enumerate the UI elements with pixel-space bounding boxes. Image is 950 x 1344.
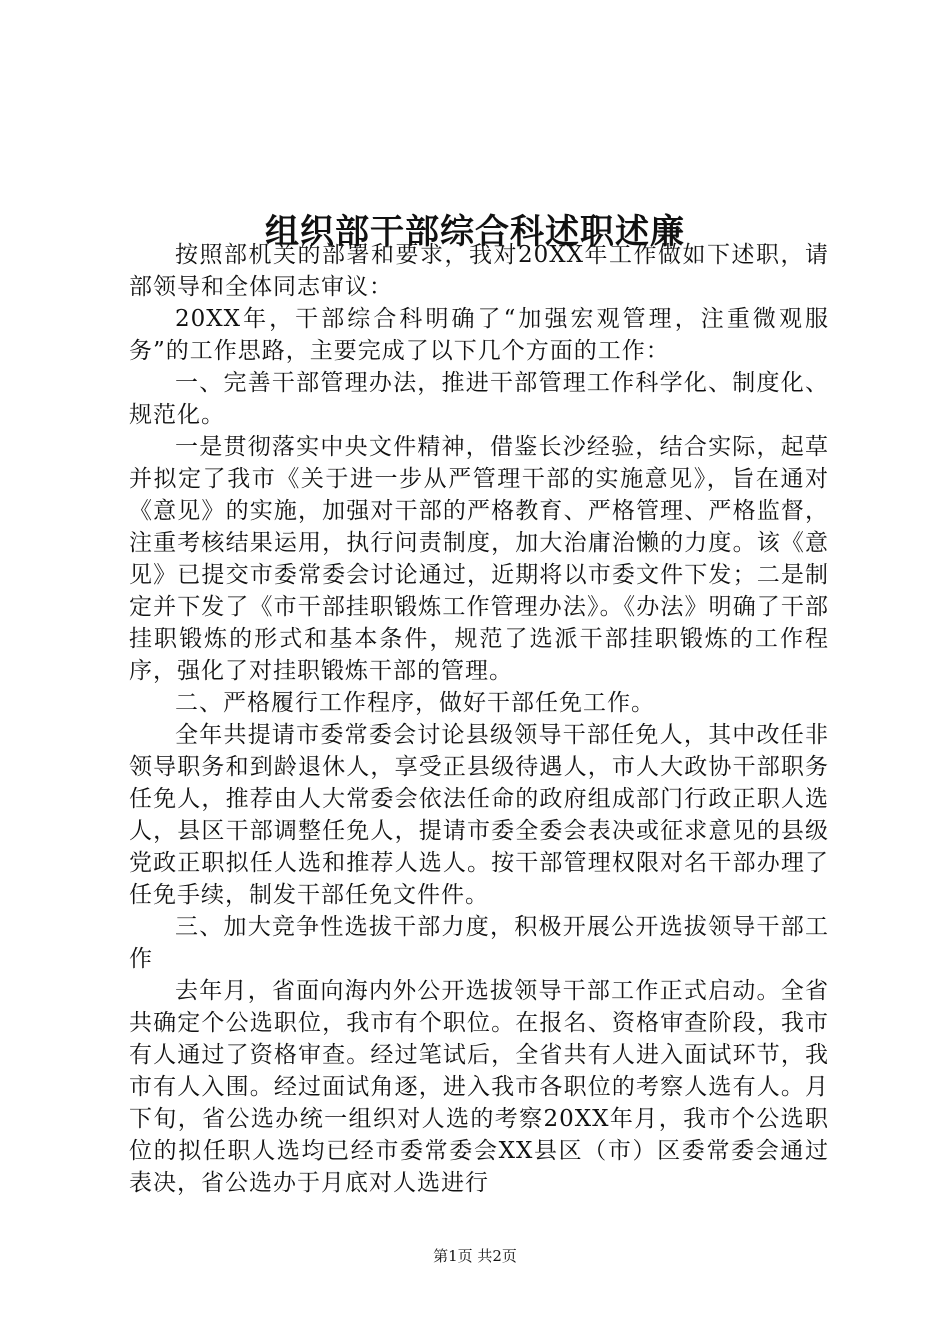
paragraph: 全年共提请市委常委会讨论县级领导干部任免人，其中改任非领导职务和到龄退休人，享受正县级待遇人，市人大政协干部职务任免人，推荐由人大常委会依法任命的政府组成部门行政正职人选人，县区干部调整任免人，提请市委全委会表决或征求意见的县级党政正职拟任人选和推荐人选人。按干部管理权限对名干部办理了任免手续，制发干部任免文件件。 xyxy=(129,722,829,908)
section-heading: 三、加大竞争性选拔干部力度，积极开展公开选拔领导干部工作 xyxy=(129,914,829,972)
section-heading: 一、完善干部管理办法，推进干部管理工作科学化、制度化、规范化。 xyxy=(129,370,829,428)
paragraph: 去年月，省面向海内外公开选拔领导干部工作正式启动。全省共确定个公选职位，我市有个职位。在报名、资格审查阶段，我市有人通过了资格审查。经过笔试后，全省共有人进入面试环节，我市有人入围。经过面试角逐，进入我市各职位的考察人选有人。月下旬，省公选办统一组织对人选的考察20XX年月，我市个公选职位的拟任职人选均已经市委常委会XX县区（市）区委常委会通过表决，省公选办于月底对人选进行 xyxy=(129,978,829,1196)
page-footer: 第1页 共2页 xyxy=(433,1247,517,1265)
paragraph: 20XX年，干部综合科明确了“加强宏观管理，注重微观服务”的工作思路，主要完成了以下几个方面的工作： xyxy=(129,306,829,364)
section-heading: 二、严格履行工作程序，做好干部任免工作。 xyxy=(175,690,655,716)
document-body xyxy=(129,239,829,1199)
paragraph: 一是贯彻落实中央文件精神，借鉴长沙经验，结合实际，起草并拟定了我市《关于进一步从严管理干部的实施意见》，旨在通对《意见》的实施，加强对干部的严格教育、严格管理、严格监督，注重考核结果运用，执行问责制度，加大治庸治懒的力度。该《意见》已提交市委常委会讨论通过，近期将以市委文件下发；二是制定并下发了《市干部挂职锻炼工作管理办法》。《办法》明确了干部挂职锻炼的形式和基本条件，规范了选派干部挂职锻炼的工作程序，强化了对挂职锻炼干部的管理。 xyxy=(129,434,829,684)
document-title: 组织部干部综合科述职述廉 xyxy=(265,211,685,252)
paragraph: 按照部机关的部署和要求，我对20XX年工作做如下述职，请部领导和全体同志审议： xyxy=(129,242,829,300)
